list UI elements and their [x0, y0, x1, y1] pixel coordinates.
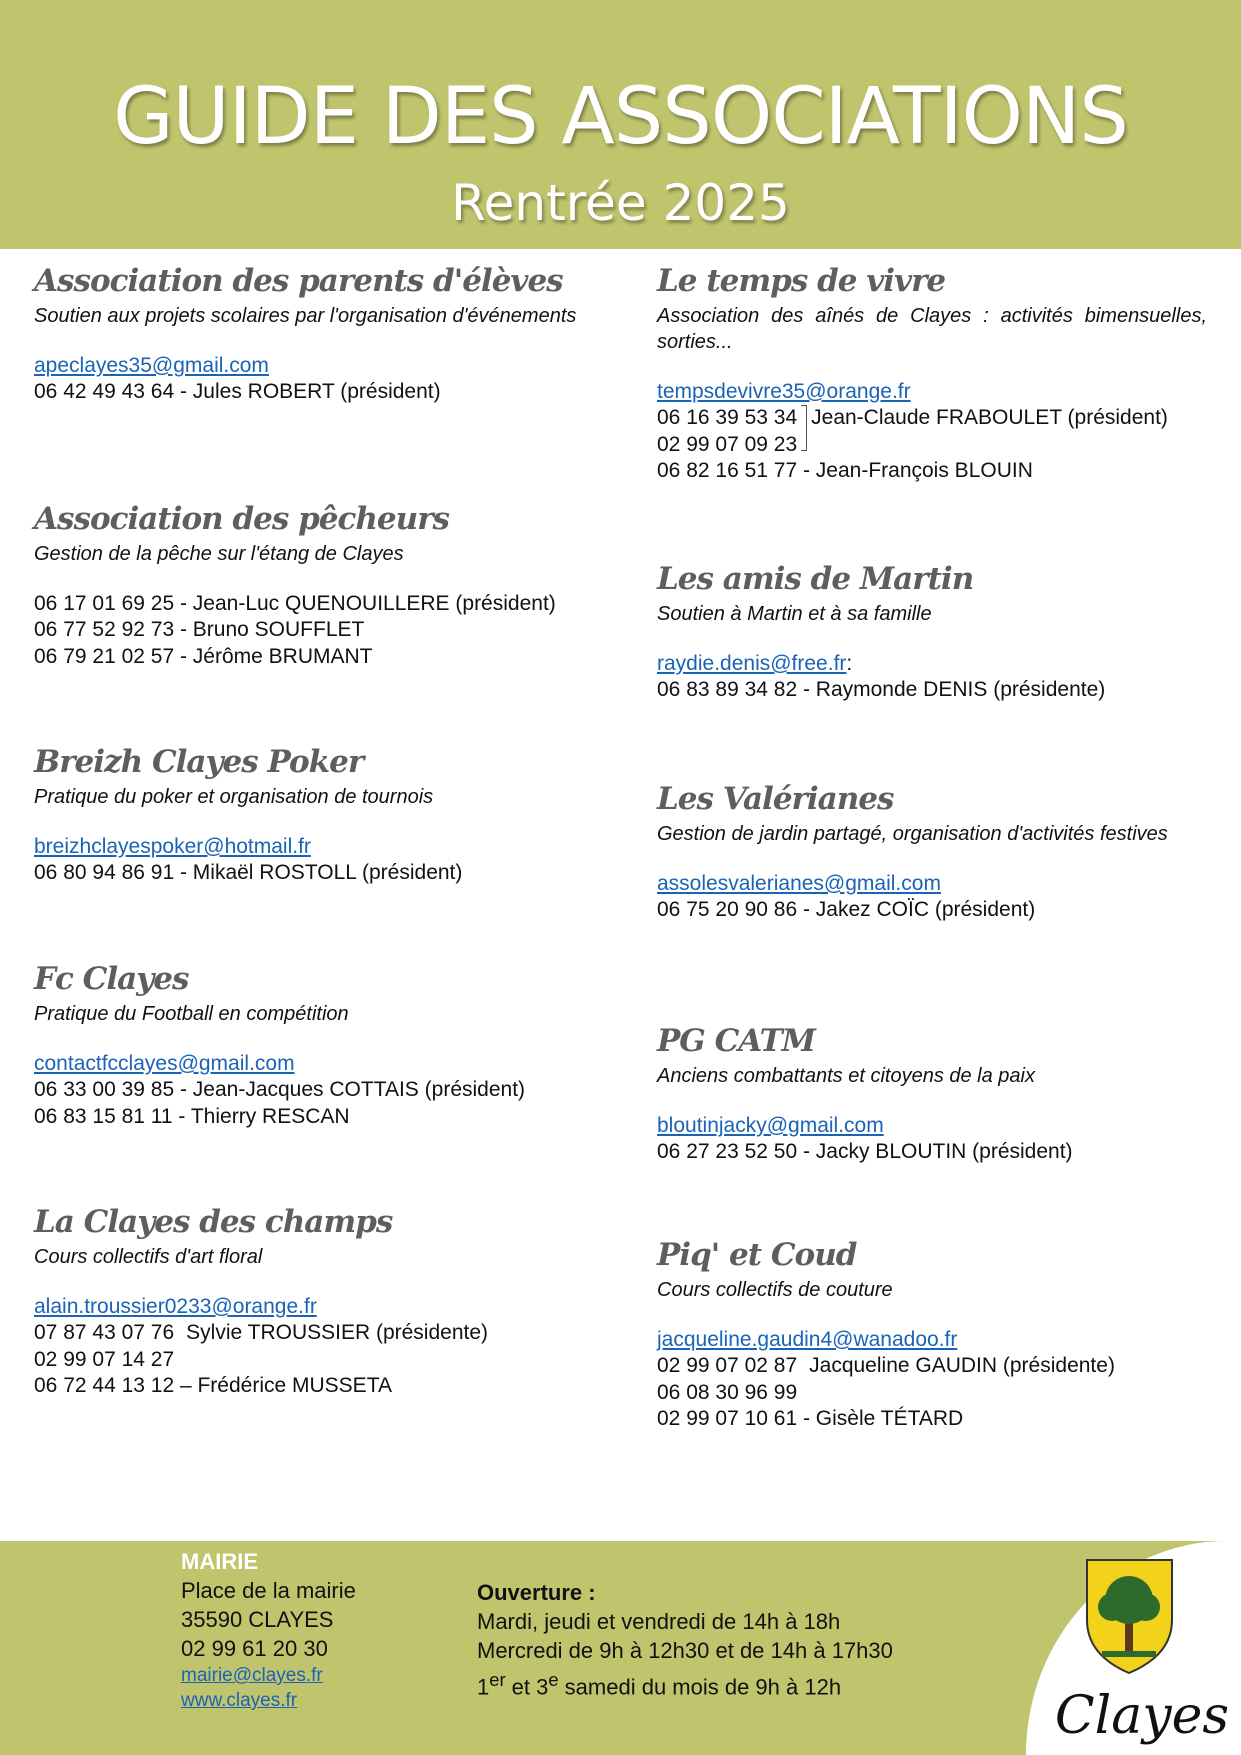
mairie-address — [181, 1576, 356, 1713]
association-card — [34, 500, 592, 670]
contact-line: 06 75 20 90 86 - Jakez COÏC (président) — [657, 898, 1036, 922]
association-name: Le temps de vivre — [657, 263, 946, 299]
contact-line: 06 82 16 51 77 - Jean-François BLOUIN — [657, 459, 1033, 483]
association-email-link[interactable]: tempsdevivre35@orange.fr — [657, 379, 911, 403]
association-card — [34, 960, 592, 1130]
mairie-phone: 02 99 61 20 30 — [181, 1636, 328, 1661]
bracket-phone: 07 87 43 07 76 — [34, 1321, 175, 1345]
mairie-title: MAIRIE — [181, 1549, 258, 1574]
hours-sup: er — [489, 1669, 506, 1690]
association-description: Anciens combattants et citoyens de la paix — [657, 1064, 1035, 1087]
association-card — [34, 1203, 592, 1400]
logo-wordmark: Clayes — [1054, 1686, 1230, 1745]
association-name: Les Valérianes — [657, 781, 894, 817]
bracket-phone: 02 99 07 14 27 — [34, 1347, 175, 1371]
association-name: Piq' et Coud — [657, 1237, 857, 1273]
bracket-divider — [801, 405, 807, 451]
association-email-link[interactable]: breizhclayespoker@hotmail.fr — [34, 834, 311, 858]
association-contacts — [34, 591, 592, 671]
association-name: La Clayes des champs — [34, 1204, 393, 1240]
contact-line: 06 83 15 81 11 - Thierry RESCAN — [34, 1104, 350, 1128]
association-email-link[interactable]: contactfcclayes@gmail.com — [34, 1051, 295, 1075]
bracket-person: Jacqueline GAUDIN (présidente) — [809, 1354, 1115, 1378]
bracket-phone: 06 08 30 96 99 — [657, 1380, 798, 1404]
bracket-divider — [178, 1320, 182, 1366]
contact-line: 06 80 94 86 91 - Mikaël ROSTOLL (président) — [34, 861, 463, 885]
association-name: Association des pêcheurs — [34, 501, 449, 537]
hours-line: Mercredi de 9h à 12h30 et de 14h à 17h30 — [477, 1638, 893, 1663]
association-description: Pratique du Football en compétition — [34, 1002, 349, 1025]
email-suffix: : — [846, 651, 853, 675]
bracket-phone: 02 99 07 02 87 — [657, 1354, 798, 1378]
association-card — [657, 262, 1207, 485]
hours-part: 1 — [477, 1674, 490, 1700]
contact-line: 06 79 21 02 57 - Jérôme BRUMANT — [34, 644, 373, 668]
clayes-logo — [1032, 1555, 1232, 1745]
page-title: GUIDE DES ASSOCIATIONS — [113, 72, 1128, 162]
association-email-link[interactable]: alain.troussier0233@orange.fr — [34, 1294, 317, 1318]
association-card — [657, 780, 1207, 924]
hours-sup: e — [548, 1669, 559, 1690]
association-description: Cours collectifs d'art floral — [34, 1245, 263, 1268]
contact-line: 06 72 44 13 12 – Frédérice MUSSETA — [34, 1374, 392, 1398]
association-name: Les amis de Martin — [657, 561, 974, 597]
bracket-phone: 02 99 07 09 23 — [657, 432, 798, 456]
association-description: Gestion de la pêche sur l'étang de Clayes — [34, 542, 404, 565]
contact-line: 06 27 23 52 50 - Jacky BLOUTIN (président) — [657, 1140, 1073, 1164]
bracket-divider — [801, 1353, 805, 1399]
association-description: Pratique du poker et organisation de tournois — [34, 785, 434, 808]
association-contacts — [657, 1113, 1207, 1166]
opening-hours — [477, 1578, 893, 1701]
association-email-link[interactable]: assolesvalerianes@gmail.com — [657, 871, 941, 895]
association-email-link[interactable]: bloutinjacky@gmail.com — [657, 1113, 884, 1137]
hours-line: Mardi, jeudi et vendredi de 14h à 18h — [477, 1609, 841, 1634]
association-name: PG CATM — [657, 1023, 815, 1059]
contact-line: 06 33 00 39 85 - Jean-Jacques COTTAIS (président) — [34, 1078, 526, 1102]
header-banner — [0, 0, 1241, 249]
bracket-group — [657, 405, 1207, 458]
clayes-logo-icon — [1032, 1555, 1232, 1745]
contact-line: 06 77 52 92 73 - Bruno SOUFFLET — [34, 618, 365, 642]
association-contacts — [657, 871, 1207, 924]
association-email-link[interactable]: raydie.denis@free.fr — [657, 651, 847, 675]
contact-line: 06 17 01 69 25 - Jean-Luc QUENOUILLERE (président) — [34, 591, 556, 615]
association-description: Soutien aux projets scolaires par l'organisation d'événements — [34, 304, 577, 327]
association-card — [657, 560, 1207, 704]
mairie-website-link[interactable]: www.clayes.fr — [181, 1690, 298, 1711]
mairie-email-link[interactable]: mairie@clayes.fr — [181, 1665, 323, 1686]
page-subtitle: Rentrée 2025 — [451, 174, 790, 232]
association-description: Gestion de jardin partagé, organisation d'activités festives — [657, 822, 1168, 845]
association-description: Association des aînés de Clayes : activités bimensuelles, sorties... — [657, 304, 1207, 353]
association-description: Soutien à Martin et à sa famille — [657, 602, 932, 625]
bracket-person: Jean-Claude FRABOULET (président) — [811, 406, 1168, 430]
association-contacts — [657, 651, 1207, 704]
association-contacts — [657, 1327, 1207, 1433]
association-name: Fc Clayes — [34, 961, 189, 997]
association-contacts — [657, 379, 1207, 485]
contact-line: 06 42 49 43 64 - Jules ROBERT (président) — [34, 380, 441, 404]
hours-part: samedi du mois de 9h à 12h — [558, 1674, 842, 1700]
association-name: Breizh Clayes Poker — [34, 744, 364, 780]
bracket-group — [657, 1353, 1207, 1406]
hours-part: et 3 — [505, 1674, 549, 1700]
bracket-group — [34, 1320, 592, 1373]
association-email-link[interactable]: jacqueline.gaudin4@wanadoo.fr — [657, 1327, 958, 1351]
association-card — [34, 262, 592, 406]
address-line: Place de la mairie — [181, 1578, 356, 1603]
association-card — [657, 1022, 1207, 1166]
association-card — [34, 743, 592, 887]
association-description: Cours collectifs de couture — [657, 1278, 893, 1301]
association-card — [657, 1236, 1207, 1433]
association-email-link[interactable]: apeclayes35@gmail.com — [34, 353, 269, 377]
opening-hours-title: Ouverture : — [477, 1580, 596, 1605]
address-city: 35590 CLAYES — [181, 1607, 334, 1632]
association-contacts — [34, 1051, 592, 1131]
bracket-phone: 06 16 39 53 34 — [657, 406, 798, 430]
association-contacts — [34, 1294, 592, 1400]
hours-line — [477, 1665, 893, 1701]
association-contacts — [34, 834, 592, 887]
bracket-person: Sylvie TROUSSIER (présidente) — [186, 1321, 489, 1345]
association-name: Association des parents d'élèves — [34, 263, 563, 299]
contact-line: 06 83 89 34 82 - Raymonde DENIS (présidente) — [657, 678, 1106, 702]
association-contacts — [34, 353, 592, 406]
contact-line: 02 99 07 10 61 - Gisèle TÉTARD — [657, 1407, 964, 1431]
